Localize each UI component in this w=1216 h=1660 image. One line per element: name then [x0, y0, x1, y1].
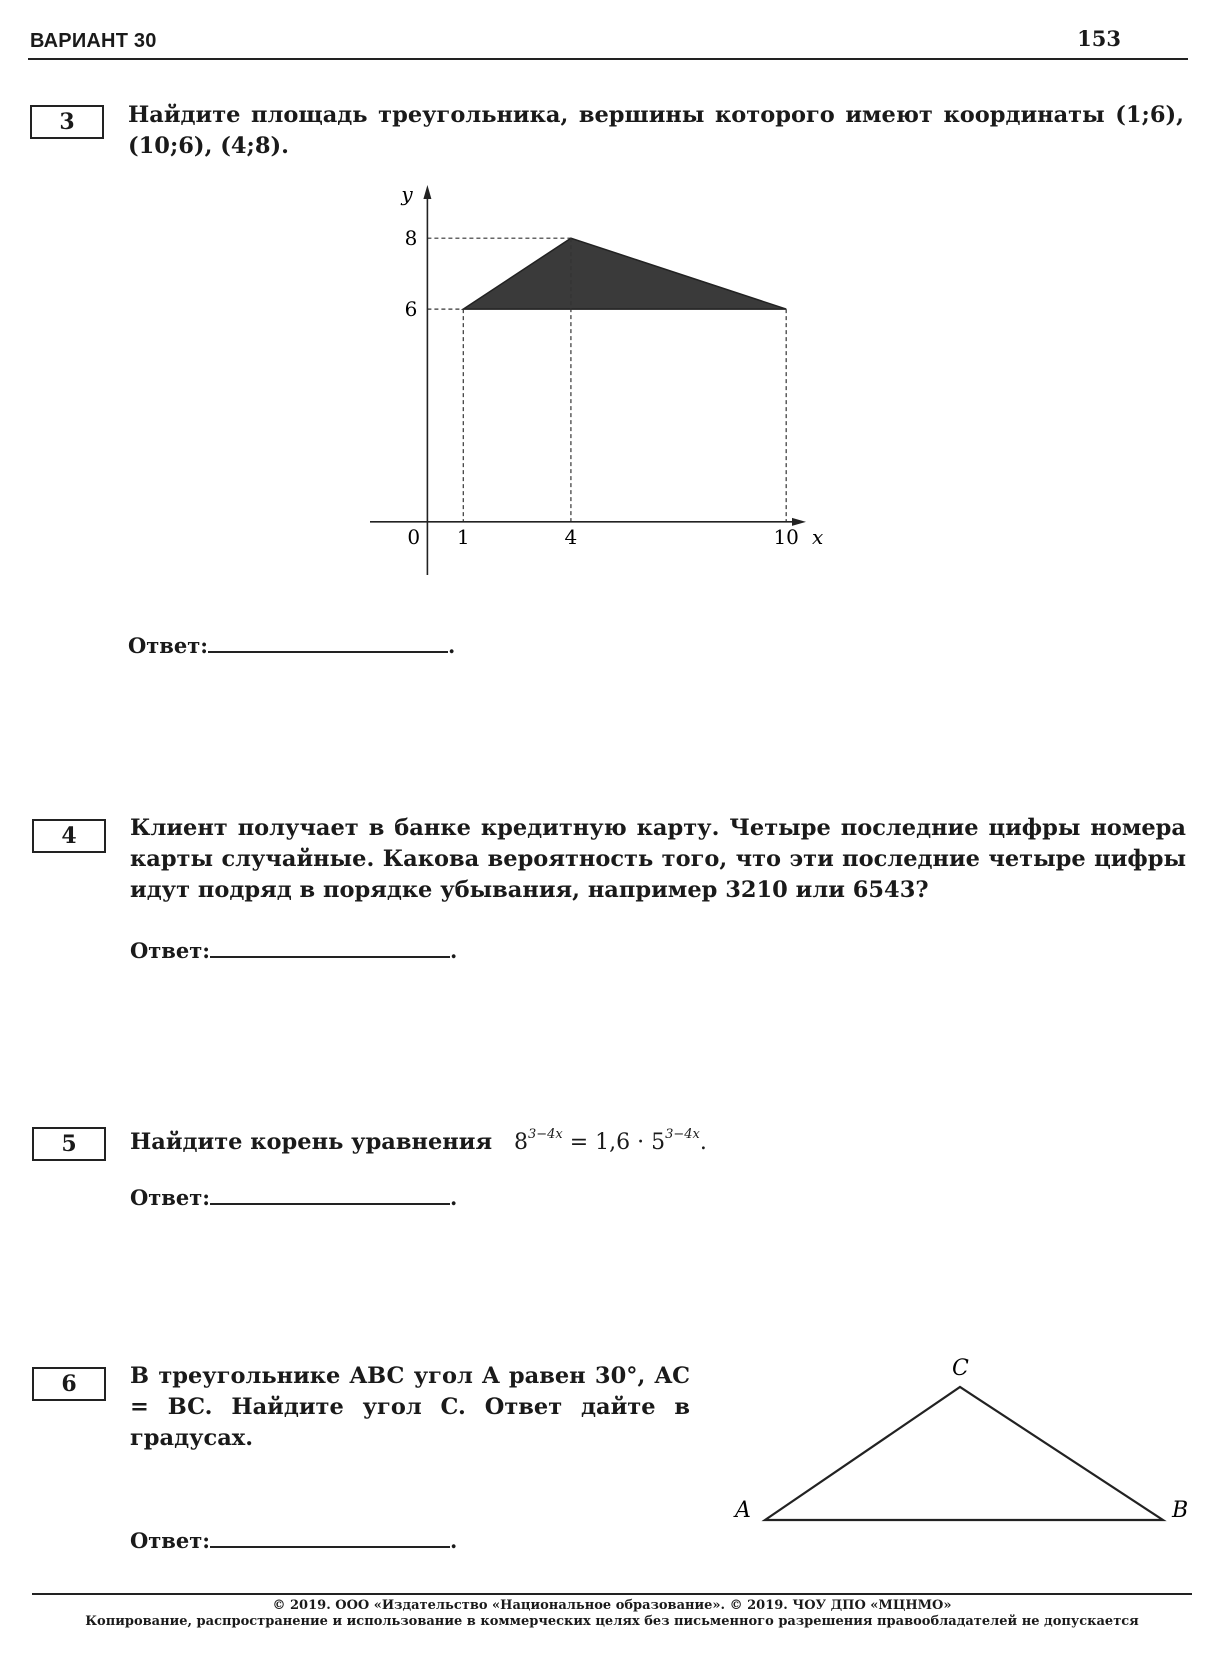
origin-label: 0 — [407, 524, 421, 549]
task-4-answer-field[interactable] — [210, 938, 450, 958]
task-5-answer — [130, 1185, 457, 1210]
task-5-text — [130, 1119, 830, 1158]
header-divider — [28, 58, 1188, 60]
x-tick-label-10: 10 — [773, 524, 799, 549]
y-tick-label-6: 6 — [404, 297, 418, 322]
task-4-text: Клиент получает в банке кредитную карту. Четыре последние цифры номера карты случайные. Какова вероятность того, что эти последние четыре цифры идут подряд в порядке убывания, например 3210 или 6543? — [130, 815, 1186, 903]
task-5-number: 5 — [32, 1127, 106, 1161]
variant-title: ВАРИАНТ 30 — [30, 30, 157, 52]
x-tick-label-4: 4 — [564, 524, 578, 549]
x-axis-label: x — [812, 524, 824, 549]
page-number: 153 — [1077, 26, 1121, 51]
task-4-answer — [130, 938, 457, 963]
y-axis-arrow — [423, 185, 431, 199]
task-6-text: В треугольнике ABC угол A равен 30°, AC = BC. Найдите угол C. Ответ дайте в градусах. — [130, 1363, 690, 1451]
triangle-abc — [765, 1387, 1163, 1520]
vertex-b-label: B — [1172, 1498, 1189, 1523]
answer-label: Ответ: — [130, 1528, 211, 1553]
task-4-number: 4 — [32, 819, 106, 853]
answer-period: . — [450, 1528, 458, 1553]
eq-middle: = 1,6 · 5 — [562, 1130, 666, 1155]
task-3-answer — [128, 633, 455, 658]
answer-period: . — [450, 1185, 458, 1210]
triangle-abc-figure — [725, 1345, 1195, 1530]
y-axis-label: y — [401, 185, 413, 206]
equation — [514, 1129, 707, 1155]
answer-period: . — [448, 633, 456, 658]
task-3-text: Найдите площадь треугольника, вершины которого имеют координаты (1;6), (10;6), (4;8). — [128, 102, 1184, 159]
footer-divider — [32, 1593, 1192, 1595]
answer-label: Ответ: — [128, 633, 209, 658]
eq-base-8: 8 — [513, 1130, 528, 1155]
x-tick-label-1: 1 — [456, 524, 470, 549]
coordinate-chart — [370, 185, 840, 575]
task-6-answer-field[interactable] — [210, 1528, 450, 1548]
shaded-triangle — [463, 238, 786, 309]
eq-exponent-2: 3−4x — [665, 1127, 700, 1142]
answer-label: Ответ: — [130, 1185, 211, 1210]
task-6-answer — [130, 1528, 457, 1553]
footer-notice: Копирование, распространение и использование в коммерческих целях без письменного разрешения правообладателей не допускается — [85, 1614, 1139, 1629]
vertex-c-label: C — [952, 1356, 969, 1381]
task-5-answer-field[interactable] — [210, 1185, 450, 1205]
answer-label: Ответ: — [130, 938, 211, 963]
y-tick-label-8: 8 — [404, 226, 418, 251]
task-3-answer-field[interactable] — [208, 633, 448, 653]
footer-copyright: © 2019. ООО «Издательство «Национальное образование». © 2019. ЧОУ ДПО «МЦНМО» — [272, 1598, 952, 1613]
task-5-prefix: Найдите корень уравнения — [130, 1129, 493, 1155]
eq-exponent-1: 3−4x — [527, 1127, 563, 1142]
eq-end: . — [699, 1130, 707, 1155]
task-3-number: 3 — [30, 105, 104, 139]
answer-period: . — [450, 938, 458, 963]
vertex-a-label: A — [735, 1498, 751, 1523]
task-6-number: 6 — [32, 1367, 106, 1401]
